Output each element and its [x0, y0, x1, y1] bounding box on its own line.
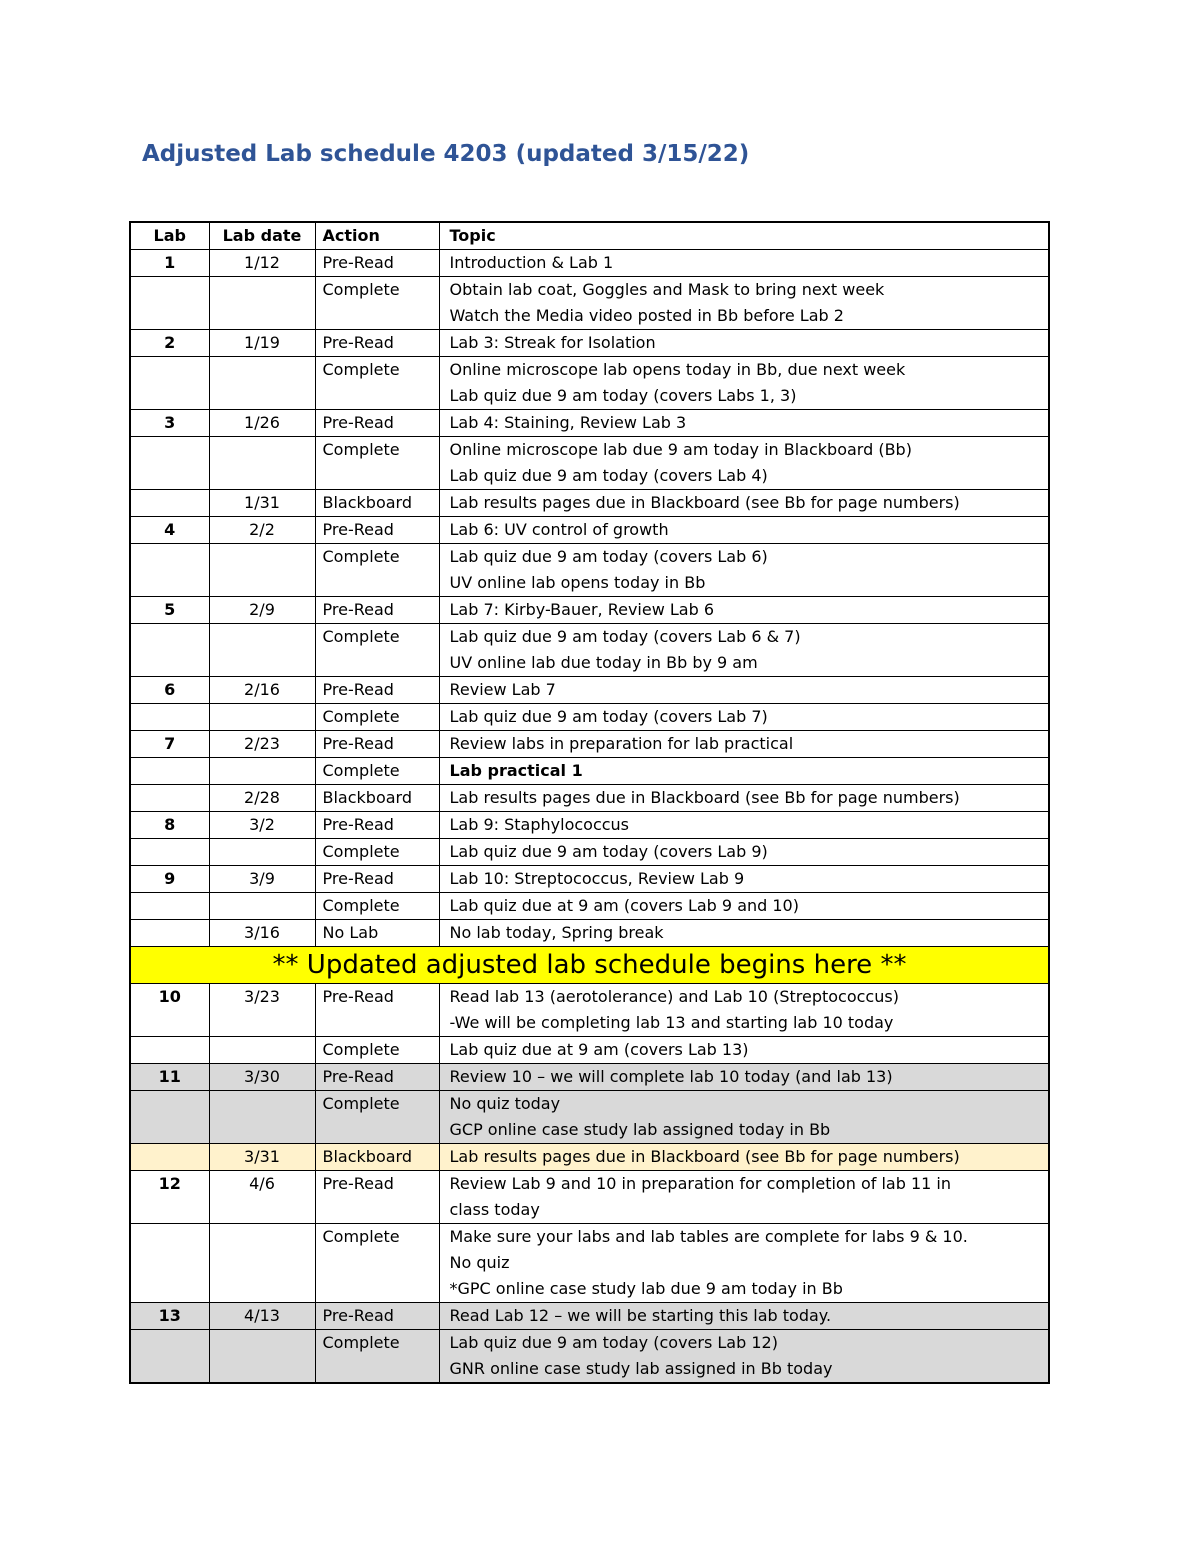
topic-line: Review 10 – we will complete lab 10 today (and lab 13)	[449, 1067, 893, 1086]
action-cell: No Lab	[315, 920, 439, 947]
table-row	[130, 984, 1049, 1037]
topic-line: No quiz today	[449, 1094, 561, 1113]
action-cell: Complete	[315, 624, 439, 677]
action-cell: Complete	[315, 437, 439, 490]
topic-cell	[439, 437, 1049, 490]
page-title: Adjusted Lab schedule 4203 (updated 3/15/22)	[142, 141, 750, 167]
lab-number-cell	[130, 1144, 209, 1171]
lab-number-cell: 2	[130, 330, 209, 357]
action-cell: Blackboard	[315, 1144, 439, 1171]
action-cell: Pre-Read	[315, 1171, 439, 1224]
lab-date-cell	[209, 624, 315, 677]
topic-line: GNR online case study lab assigned in Bb today	[449, 1359, 833, 1378]
lab-number-cell	[130, 357, 209, 410]
topic-cell	[439, 1037, 1049, 1064]
topic-line: Lab quiz due at 9 am (covers Lab 13)	[449, 1040, 749, 1059]
topic-line: Lab quiz due 9 am today (covers Lab 6 & 7)	[449, 627, 801, 646]
table-row	[130, 1091, 1049, 1144]
lab-date-cell	[209, 1224, 315, 1303]
lab-number-cell: 8	[130, 812, 209, 839]
action-cell: Complete	[315, 1037, 439, 1064]
schedule-body	[130, 222, 1049, 1383]
topic-line: Watch the Media video posted in Bb before Lab 2	[449, 306, 844, 325]
lab-number-cell: 12	[130, 1171, 209, 1224]
action-cell: Complete	[315, 277, 439, 330]
action-cell: Pre-Read	[315, 731, 439, 758]
lab-date-cell: 2/23	[209, 731, 315, 758]
lab-number-cell: 13	[130, 1303, 209, 1330]
table-row	[130, 250, 1049, 277]
lab-date-cell	[209, 1330, 315, 1384]
topic-cell	[439, 677, 1049, 704]
topic-line: GCP online case study lab assigned today in Bb	[449, 1120, 831, 1139]
topic-line: *GPC online case study lab due 9 am today in Bb	[449, 1279, 843, 1298]
topic-cell	[439, 624, 1049, 677]
topic-cell	[439, 758, 1049, 785]
action-cell: Complete	[315, 839, 439, 866]
topic-cell	[439, 277, 1049, 330]
action-cell: Complete	[315, 544, 439, 597]
topic-line: Read lab 13 (aerotolerance) and Lab 10 (Streptococcus)	[449, 987, 899, 1006]
lab-number-cell	[130, 920, 209, 947]
topic-line: Lab quiz due 9 am today (covers Lab 6)	[449, 547, 768, 566]
lab-number-cell	[130, 544, 209, 597]
table-row	[130, 490, 1049, 517]
action-cell: Complete	[315, 893, 439, 920]
table-row	[130, 731, 1049, 758]
lab-number-cell: 4	[130, 517, 209, 544]
lab-date-cell	[209, 437, 315, 490]
topic-line: Lab practical 1	[449, 761, 583, 780]
table-row	[130, 410, 1049, 437]
lab-date-cell: 1/19	[209, 330, 315, 357]
topic-cell	[439, 1330, 1049, 1384]
header-lab-date: Lab date	[209, 222, 315, 250]
lab-date-cell: 2/28	[209, 785, 315, 812]
table-row	[130, 1144, 1049, 1171]
topic-cell	[439, 1224, 1049, 1303]
lab-date-cell	[209, 839, 315, 866]
topic-line: UV online lab due today in Bb by 9 am	[449, 653, 758, 672]
lab-date-cell: 3/30	[209, 1064, 315, 1091]
lab-number-cell: 11	[130, 1064, 209, 1091]
lab-date-cell: 3/9	[209, 866, 315, 893]
topic-cell	[439, 1303, 1049, 1330]
topic-line: Lab results pages due in Blackboard (see Bb for page numbers)	[449, 1147, 960, 1166]
table-row	[130, 330, 1049, 357]
header-lab: Lab	[130, 222, 209, 250]
updated-schedule-banner: ** Updated adjusted lab schedule begins here **	[130, 947, 1049, 984]
action-cell: Pre-Read	[315, 866, 439, 893]
lab-number-cell: 1	[130, 250, 209, 277]
action-cell: Pre-Read	[315, 1303, 439, 1330]
topic-cell	[439, 1144, 1049, 1171]
table-row	[130, 624, 1049, 677]
topic-line: Lab quiz due 9 am today (covers Lab 9)	[449, 842, 768, 861]
topic-line: Online microscope lab opens today in Bb, due next week	[449, 360, 906, 379]
header-topic: Topic	[439, 222, 1049, 250]
table-row	[130, 839, 1049, 866]
lab-number-cell	[130, 624, 209, 677]
lab-number-cell	[130, 839, 209, 866]
lab-date-cell	[209, 357, 315, 410]
action-cell: Pre-Read	[315, 677, 439, 704]
topic-cell	[439, 1064, 1049, 1091]
action-cell: Complete	[315, 758, 439, 785]
topic-cell	[439, 704, 1049, 731]
lab-number-cell: 10	[130, 984, 209, 1037]
action-cell: Pre-Read	[315, 812, 439, 839]
topic-line: Lab 3: Streak for Isolation	[449, 333, 656, 352]
table-row	[130, 758, 1049, 785]
topic-cell	[439, 330, 1049, 357]
table-row	[130, 677, 1049, 704]
topic-line: Review labs in preparation for lab practical	[449, 734, 794, 753]
lab-number-cell: 7	[130, 731, 209, 758]
lab-number-cell: 9	[130, 866, 209, 893]
table-row	[130, 277, 1049, 330]
topic-cell	[439, 597, 1049, 624]
lab-date-cell	[209, 544, 315, 597]
topic-cell	[439, 410, 1049, 437]
topic-line: Lab results pages due in Blackboard (see Bb for page numbers)	[449, 788, 960, 807]
action-cell: Pre-Read	[315, 517, 439, 544]
topic-line: Introduction & Lab 1	[449, 253, 614, 272]
topic-line: Lab 6: UV control of growth	[449, 520, 669, 539]
topic-line: No lab today, Spring break	[449, 923, 664, 942]
table-row	[130, 1171, 1049, 1224]
action-cell: Complete	[315, 1330, 439, 1384]
lab-date-cell: 2/16	[209, 677, 315, 704]
action-cell: Pre-Read	[315, 984, 439, 1037]
banner-row	[130, 947, 1049, 984]
table-row	[130, 1330, 1049, 1384]
topic-cell	[439, 984, 1049, 1037]
lab-number-cell	[130, 704, 209, 731]
lab-number-cell	[130, 785, 209, 812]
lab-date-cell: 3/16	[209, 920, 315, 947]
lab-number-cell	[130, 893, 209, 920]
topic-line: Review Lab 9 and 10 in preparation for completion of lab 11 in	[449, 1174, 951, 1193]
table-row	[130, 1303, 1049, 1330]
topic-cell	[439, 920, 1049, 947]
lab-number-cell	[130, 1224, 209, 1303]
action-cell: Complete	[315, 1224, 439, 1303]
table-row	[130, 704, 1049, 731]
table-row	[130, 1224, 1049, 1303]
topic-cell	[439, 357, 1049, 410]
action-cell: Pre-Read	[315, 1064, 439, 1091]
header-action: Action	[315, 222, 439, 250]
lab-date-cell	[209, 277, 315, 330]
table-row	[130, 1064, 1049, 1091]
topic-cell	[439, 785, 1049, 812]
topic-line: Lab 7: Kirby-Bauer, Review Lab 6	[449, 600, 715, 619]
lab-date-cell	[209, 1091, 315, 1144]
topic-line: Lab quiz due 9 am today (covers Lab 12)	[449, 1333, 778, 1352]
topic-cell	[439, 544, 1049, 597]
table-row	[130, 357, 1049, 410]
table-header-row	[130, 222, 1049, 250]
lab-date-cell: 2/9	[209, 597, 315, 624]
topic-line: Review Lab 7	[449, 680, 556, 699]
action-cell: Complete	[315, 1091, 439, 1144]
lab-number-cell	[130, 1330, 209, 1384]
topic-cell	[439, 1171, 1049, 1224]
table-row	[130, 517, 1049, 544]
table-row	[130, 785, 1049, 812]
topic-line: Lab quiz due 9 am today (covers Labs 1, 3)	[449, 386, 797, 405]
topic-cell	[439, 839, 1049, 866]
table-row	[130, 920, 1049, 947]
lab-date-cell	[209, 893, 315, 920]
topic-line: class today	[449, 1200, 540, 1219]
lab-number-cell: 3	[130, 410, 209, 437]
lab-number-cell	[130, 1037, 209, 1064]
lab-date-cell: 3/2	[209, 812, 315, 839]
lab-number-cell	[130, 277, 209, 330]
lab-number-cell: 5	[130, 597, 209, 624]
table-row	[130, 437, 1049, 490]
lab-number-cell	[130, 1091, 209, 1144]
table-row	[130, 812, 1049, 839]
topic-line: Obtain lab coat, Goggles and Mask to bring next week	[449, 280, 885, 299]
lab-number-cell	[130, 490, 209, 517]
action-cell: Blackboard	[315, 785, 439, 812]
action-cell: Pre-Read	[315, 330, 439, 357]
topic-line: Make sure your labs and lab tables are complete for labs 9 & 10.	[449, 1227, 968, 1246]
topic-cell	[439, 893, 1049, 920]
lab-date-cell: 1/26	[209, 410, 315, 437]
lab-number-cell: 6	[130, 677, 209, 704]
lab-date-cell	[209, 758, 315, 785]
action-cell: Complete	[315, 357, 439, 410]
lab-number-cell	[130, 758, 209, 785]
action-cell: Blackboard	[315, 490, 439, 517]
lab-date-cell: 3/23	[209, 984, 315, 1037]
table-row	[130, 893, 1049, 920]
topic-line: Lab 10: Streptococcus, Review Lab 9	[449, 869, 745, 888]
topic-cell	[439, 490, 1049, 517]
topic-line: -We will be completing lab 13 and starting lab 10 today	[449, 1013, 894, 1032]
topic-cell	[439, 812, 1049, 839]
action-cell: Pre-Read	[315, 597, 439, 624]
topic-cell	[439, 731, 1049, 758]
topic-line: Online microscope lab due 9 am today in Blackboard (Bb)	[449, 440, 912, 459]
action-cell: Complete	[315, 704, 439, 731]
lab-schedule-table	[129, 221, 1050, 1384]
topic-line: Lab 4: Staining, Review Lab 3	[449, 413, 687, 432]
topic-cell	[439, 517, 1049, 544]
topic-line: No quiz	[449, 1253, 510, 1272]
topic-cell	[439, 866, 1049, 893]
topic-line: UV online lab opens today in Bb	[449, 573, 706, 592]
table-row	[130, 866, 1049, 893]
topic-cell	[439, 250, 1049, 277]
lab-date-cell: 3/31	[209, 1144, 315, 1171]
topic-line: Lab quiz due 9 am today (covers Lab 7)	[449, 707, 768, 726]
action-cell: Pre-Read	[315, 410, 439, 437]
action-cell: Pre-Read	[315, 250, 439, 277]
topic-line: Read Lab 12 – we will be starting this lab today.	[449, 1306, 832, 1325]
lab-date-cell	[209, 704, 315, 731]
topic-cell	[439, 1091, 1049, 1144]
table-row	[130, 544, 1049, 597]
lab-date-cell	[209, 1037, 315, 1064]
topic-line: Lab 9: Staphylococcus	[449, 815, 630, 834]
table-row	[130, 1037, 1049, 1064]
topic-line: Lab quiz due 9 am today (covers Lab 4)	[449, 466, 768, 485]
lab-date-cell: 2/2	[209, 517, 315, 544]
lab-date-cell: 1/12	[209, 250, 315, 277]
table-row	[130, 597, 1049, 624]
lab-date-cell: 4/13	[209, 1303, 315, 1330]
lab-date-cell: 1/31	[209, 490, 315, 517]
lab-date-cell: 4/6	[209, 1171, 315, 1224]
topic-line: Lab quiz due at 9 am (covers Lab 9 and 10)	[449, 896, 799, 915]
topic-line: Lab results pages due in Blackboard (see Bb for page numbers)	[449, 493, 960, 512]
lab-number-cell	[130, 437, 209, 490]
